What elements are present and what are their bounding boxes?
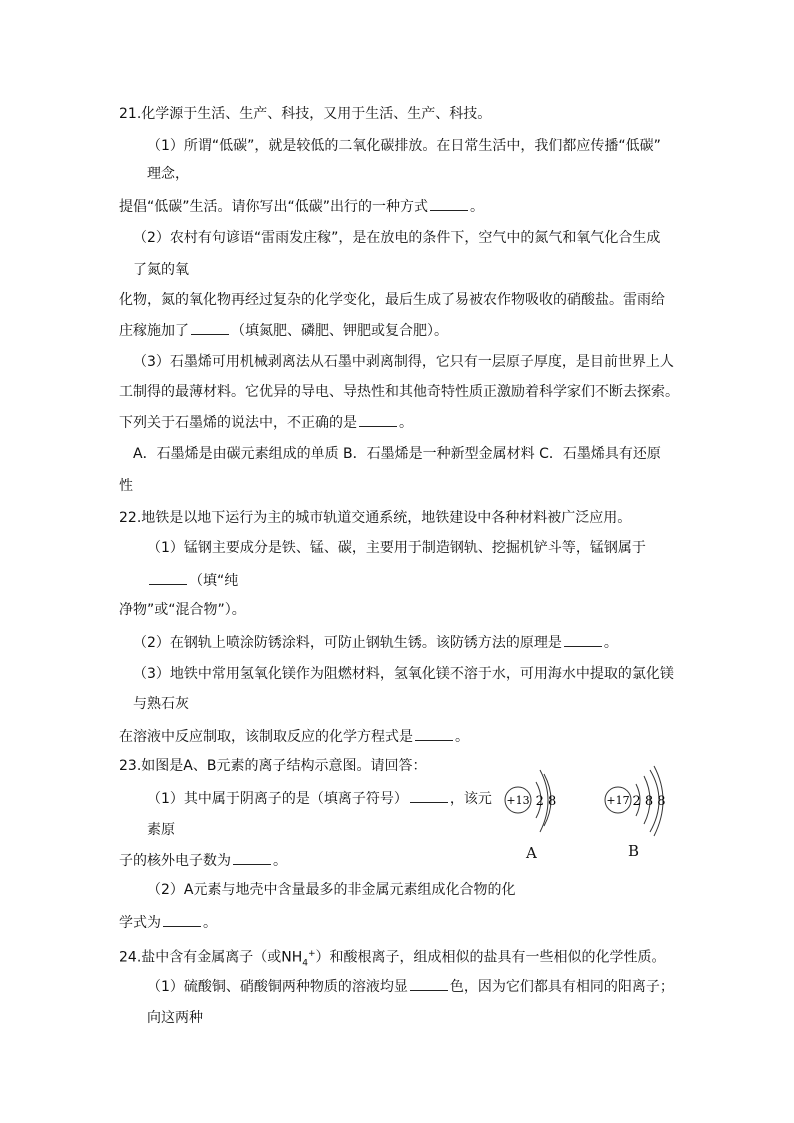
q21-part2-line2: 了氮的氧 xyxy=(133,262,189,278)
ion-a-diagram xyxy=(505,770,556,832)
q21-part1-line2: 理念， xyxy=(147,166,189,182)
ion-a-label: A xyxy=(526,844,537,862)
q24-part1-line2: 向这两种 xyxy=(147,1010,203,1026)
q21-part1-line1: （1）所谓“低碳”，就是较低的二氧化碳排放。在日常生活中，我们都应传播“低碳” xyxy=(147,138,661,154)
q22-stem: 22.地铁是以地下运行为主的城市轨道交通系统，地铁建设中各种材料被广泛应用。 xyxy=(119,510,632,526)
q23-part2-line2: 学式为 。 xyxy=(119,912,217,933)
answer-blank[interactable] xyxy=(410,788,448,803)
q21-part3-line1: （3）石墨烯可用机械剥离法从石墨中剥离制得，它只有一层原子厚度，是目前世界上人 xyxy=(133,354,674,370)
q23-part1-line1: （1）其中属于阴离子的是（填离子符号） ，该元 xyxy=(147,788,492,809)
answer-blank[interactable] xyxy=(191,320,229,335)
ion-b-diagram xyxy=(605,766,666,836)
answer-blank[interactable] xyxy=(233,850,271,865)
q21-options: A．石墨烯是由碳元素组成的单质 B．石墨烯是一种新型金属材料 C．石墨烯具有还原 xyxy=(133,446,661,462)
q21-part2-line4: 庄稼施加了 （填氮肥、磷肥、钾肥或复合肥）。 xyxy=(119,320,448,341)
q21-part2-line3: 化物，氮的氧化物再经过复杂的化学变化，最后生成了易被农作物吸收的硝酸盐。雷雨给 xyxy=(119,292,665,308)
q23-part1-line3: 子的核外电子数为 。 xyxy=(119,850,287,871)
answer-blank[interactable] xyxy=(415,726,453,741)
answer-blank[interactable] xyxy=(359,412,397,427)
q21-part3-line3: 下列关于石墨烯的说法中，不正确的是 。 xyxy=(119,412,413,433)
answer-blank[interactable] xyxy=(163,912,201,927)
q21-options-cont: 性 xyxy=(119,478,133,494)
answer-blank[interactable] xyxy=(564,632,602,647)
q21-part1-line3: 提倡“低碳”生活。请你写出“低碳”出行的一种方式 。 xyxy=(119,196,484,217)
ion-diagram-svg xyxy=(494,762,694,862)
q22-part1-line1: （1）锰钢主要成分是铁、锰、碳，主要用于制造钢轨、挖掘机铲斗等，锰钢属于 xyxy=(147,540,646,556)
ion-a-shells: 2 8 xyxy=(535,794,557,809)
q23-stem: 23.如图是A、B元素的离子结构示意图。请回答： xyxy=(119,758,427,774)
q21-stem: 21.化学源于生活、生产、科技，又用于生活、生产、科技。 xyxy=(119,106,492,122)
ion-a-nucleus: +13 xyxy=(506,794,530,807)
answer-blank[interactable] xyxy=(149,570,187,585)
ion-b-shells: 2 8 8 xyxy=(632,794,666,809)
q22-part1-line2: （填“纯 xyxy=(147,570,238,591)
q22-part2-line1: （2）在钢轨上喷涂防锈涂料，可防止钢轨生锈。该防锈方法的原理是 。 xyxy=(133,632,618,653)
ion-b-label: B xyxy=(628,842,640,860)
answer-blank[interactable] xyxy=(410,976,448,991)
q22-part3-line3: 在溶液中反应制取，该制取反应的化学方程式是 。 xyxy=(119,726,469,747)
q23-part1-line2: 素原 xyxy=(147,822,175,838)
q21-part2-line1: （2）农村有句谚语“雷雨发庄稼”，是在放电的条件下，空气中的氮气和氧气化合生成 xyxy=(133,230,661,246)
answer-blank[interactable] xyxy=(430,196,468,211)
q24-stem: 24.盐中含有金属离子（或$NH_4^+$）和酸根离子，组成相似的盐具有一些相似的化学性质。 xyxy=(119,949,666,969)
q22-part1-line3: 净物”或“混合物”）。 xyxy=(119,602,246,618)
q22-part3-line2: 与熟石灰 xyxy=(133,696,189,712)
q21-part3-line2: 工制得的最薄材料。它优异的导电、导热性和其他奇特性质正激励着科学家们不断去探索。 xyxy=(119,384,679,400)
q23-part2-line1: （2）A元素与地壳中含量最多的非金属元素组成化合物的化 xyxy=(147,882,516,898)
ion-structure-diagram xyxy=(494,762,694,862)
q24-part1-line1: （1）硫酸铜、硝酸铜两种物质的溶液均显 色，因为它们都具有相同的阳离子； xyxy=(147,976,674,997)
ion-b-nucleus: +17 xyxy=(606,794,630,807)
q22-part3-line1: （3）地铁中常用氢氧化镁作为阻燃材料，氢氧化镁不溶于水，可用海水中提取的氯化镁 xyxy=(133,666,674,682)
